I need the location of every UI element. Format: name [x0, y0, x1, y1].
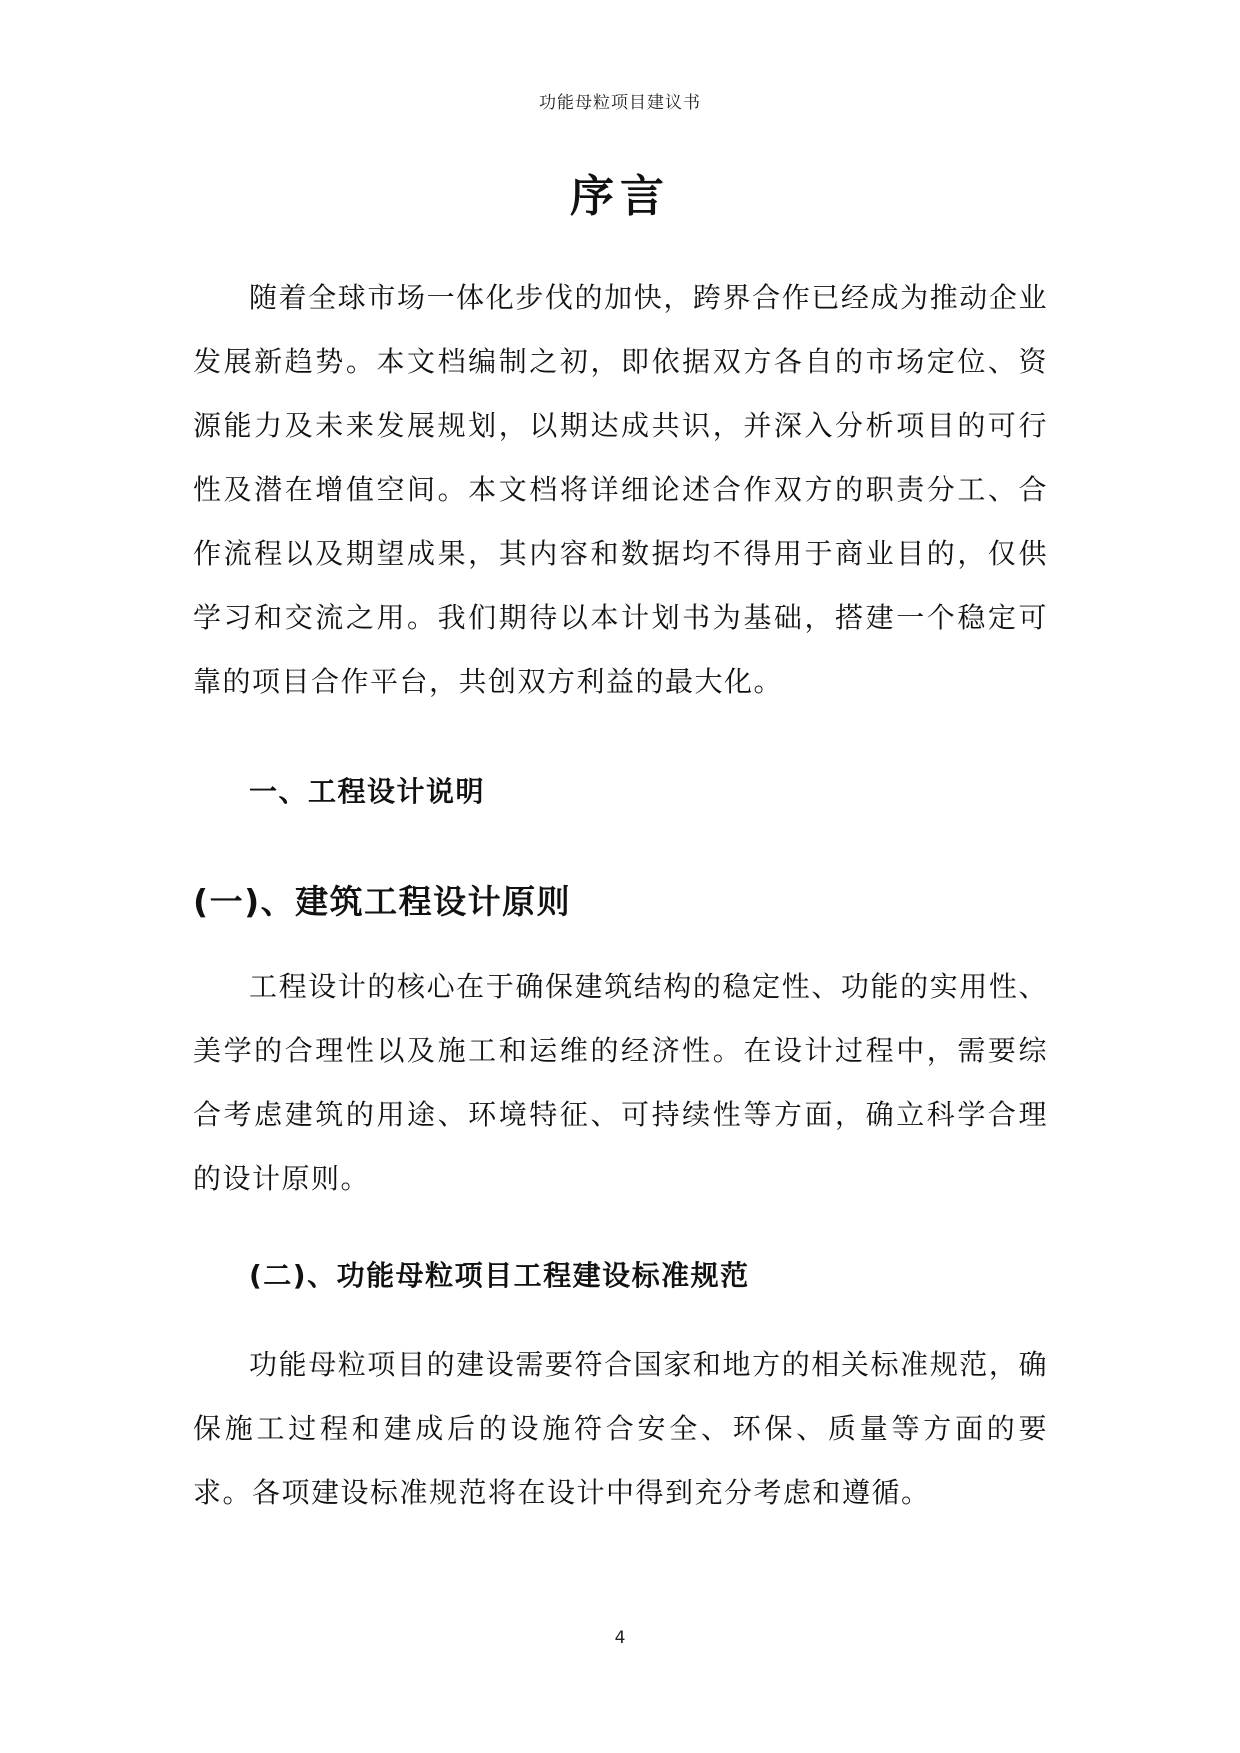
design-principles-paragraph: 工程设计的核心在于确保建筑结构的稳定性、功能的实用性、美学的合理性以及施工和运维的经济性。在设计过程中，需要综合考虑建筑的用途、环境特征、可持续性等方面，确立科学合理的设计原则。: [193, 970, 1048, 1195]
page-title: 序言: [570, 171, 670, 222]
running-header: 功能母粒项目建议书: [539, 93, 701, 113]
page-number: 4: [614, 1628, 626, 1648]
preface-paragraph: 随着全球市场一体化步伐的加快，跨界合作已经成为推动企业发展新趋势。本文档编制之初，即依据双方各自的市场定位、资源能力及未来发展规划，以期达成共识，并深入分析项目的可行性及潜在增值空间。本文档将详细论述合作双方的职责分工、合作流程以及期望成果，其内容和数据均不得用于商业目的，仅供学习和交流之用。我们期待以本计划书为基础，搭建一个稳定可靠的项目合作平台，共创双方利益的最大化。: [193, 281, 1048, 698]
construction-standards-paragraph: 功能母粒项目的建设需要符合国家和地方的相关标准规范，确保施工过程和建成后的设施符合安全、环保、质量等方面的要求。各项建设标准规范将在设计中得到充分考虑和遵循。: [193, 1348, 1048, 1509]
subsection-heading-design-principles: (一)、建筑工程设计原则: [193, 882, 572, 921]
section-heading-engineering-design: 一、工程设计说明: [249, 775, 486, 808]
subsection-heading-construction-standards: (二)、功能母粒项目工程建设标准规范: [249, 1259, 750, 1292]
